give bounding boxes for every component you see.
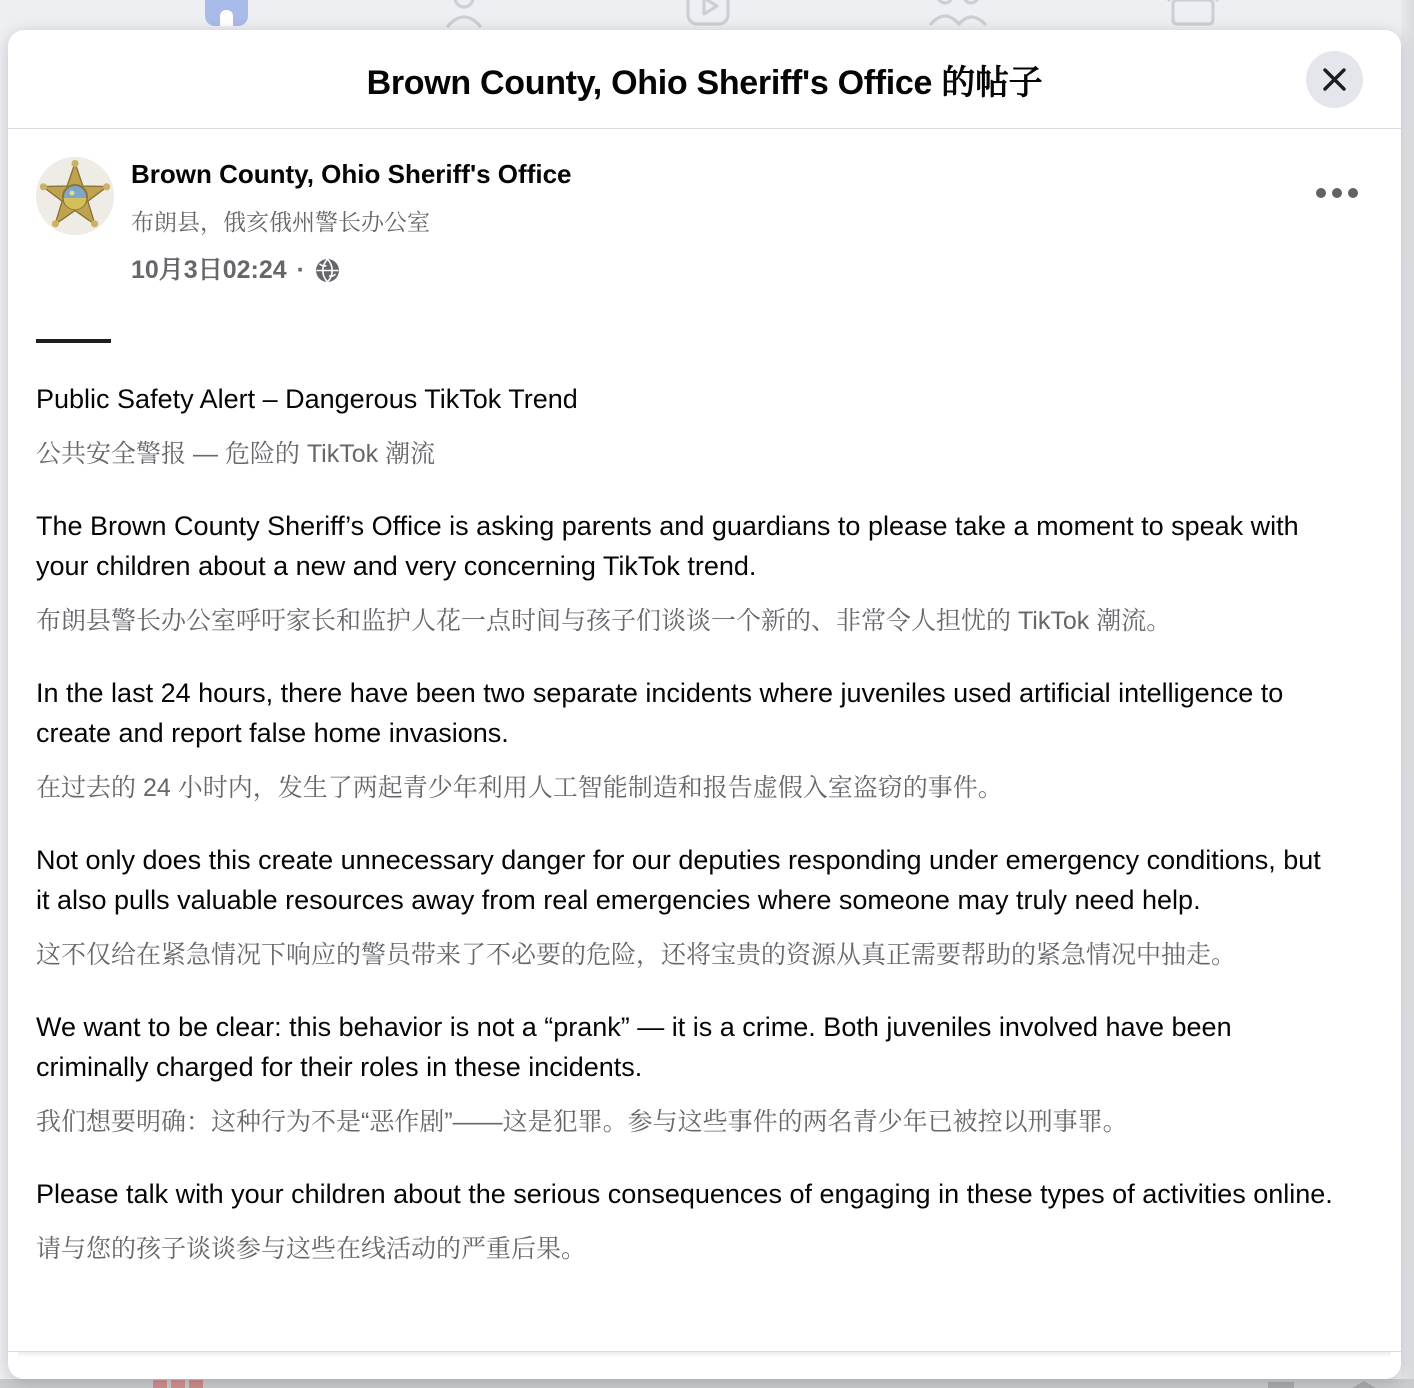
home-door-shape bbox=[220, 10, 233, 26]
ellipsis-icon bbox=[1315, 187, 1359, 199]
post-paragraph-en: Please talk with your children about the serious consequences of engaging in these types of activities online. bbox=[36, 1179, 1333, 1209]
avatar[interactable] bbox=[36, 157, 114, 235]
home-icon bbox=[205, 0, 248, 26]
dialog-title: Brown County, Ohio Sheriff's Office 的帖子 bbox=[366, 63, 1043, 102]
post-dialog bbox=[8, 30, 1401, 1379]
post-paragraph-en: The Brown County Sheriff’s Office is asking parents and guardians to please take a moment to speak with your children about a new and very concerning TikTok trend. bbox=[36, 511, 1299, 581]
backdrop-bottom-edge bbox=[0, 1379, 1414, 1388]
post-author-row bbox=[8, 129, 1401, 285]
post-paragraph-en: We want to be clear: this behavior is not a “prank” — it is a crime. Both juveniles involved have been criminally charged for their roles in these incidents. bbox=[36, 1012, 1232, 1082]
author-name-translated: 布朗县，俄亥俄州警长办公室 bbox=[131, 209, 430, 235]
post-paragraph-zh: 我们想要明确：这种行为不是“恶作剧”——这是犯罪。参与这些事件的两名青少年已被控以刑事罪。 bbox=[36, 1108, 1128, 1136]
timestamp-row bbox=[131, 255, 572, 285]
backdrop-fragment-red-2 bbox=[171, 1380, 185, 1388]
timestamp-dot-separator: · bbox=[296, 256, 305, 284]
post-paragraph-zh: 在过去的 24 小时内，发生了两起青少年利用人工智能制造和报告虚假入室盗窃的事件。 bbox=[36, 774, 1003, 802]
post-paragraph-zh: 布朗县警长办公室呼吁家长和监护人花一点时间与孩子们谈谈一个新的、非常令人担忧的 TikTok 潮流。 bbox=[36, 607, 1172, 635]
dialog-footer bbox=[8, 1351, 1401, 1379]
friends-icon bbox=[444, 0, 492, 28]
post-body bbox=[8, 339, 1401, 1267]
video-icon bbox=[685, 0, 731, 28]
post-options-button[interactable] bbox=[1309, 181, 1365, 208]
backdrop-fragment-gray-2 bbox=[1352, 1381, 1376, 1388]
post-scroll-area[interactable] bbox=[8, 129, 1401, 1350]
post-paragraph-en: In the last 24 hours, there have been two separate incidents where juveniles used artificial intelligence to create and report false home invasions. bbox=[36, 678, 1284, 748]
post-paragraph-zh: 请与您的孩子谈谈参与这些在线活动的严重后果。 bbox=[36, 1235, 587, 1263]
author-name[interactable]: Brown County, Ohio Sheriff's Office bbox=[131, 159, 572, 189]
backdrop-fragment-gray-1 bbox=[1268, 1382, 1294, 1388]
marketplace-icon bbox=[1163, 0, 1223, 28]
post-paragraph-en: Public Safety Alert – Dangerous TikTok Trend bbox=[36, 384, 578, 414]
post-paragraph-zh: 这不仅给在紧急情况下响应的警员带来了不必要的危险，还将宝贵的资源从真正需要帮助的紧急情况中抽走。 bbox=[36, 941, 1237, 969]
public-globe-icon bbox=[315, 258, 340, 283]
post-timestamp[interactable]: 10月3日02:24 bbox=[131, 256, 287, 284]
close-icon bbox=[1321, 66, 1348, 93]
close-button[interactable] bbox=[1306, 51, 1363, 108]
post-paragraph-zh: 公共安全警报 — 危险的 TikTok 潮流 bbox=[36, 440, 436, 468]
backdrop-fragment-red-3 bbox=[189, 1380, 203, 1388]
sheriff-star-badge-image bbox=[36, 157, 114, 235]
groups-icon bbox=[925, 0, 991, 28]
backdrop-fragment-red-1 bbox=[153, 1380, 167, 1388]
author-info bbox=[131, 157, 572, 285]
post-paragraph-en: Not only does this create unnecessary danger for our deputies responding under emergency conditions, but it also pulls valuable resources away from real emergencies where someone may truly need help. bbox=[36, 845, 1321, 915]
backdrop-top-navbar bbox=[0, 0, 1414, 30]
post-separator-line bbox=[36, 339, 111, 343]
backdrop-right-edge bbox=[1401, 0, 1414, 1388]
dialog-header bbox=[8, 30, 1401, 129]
